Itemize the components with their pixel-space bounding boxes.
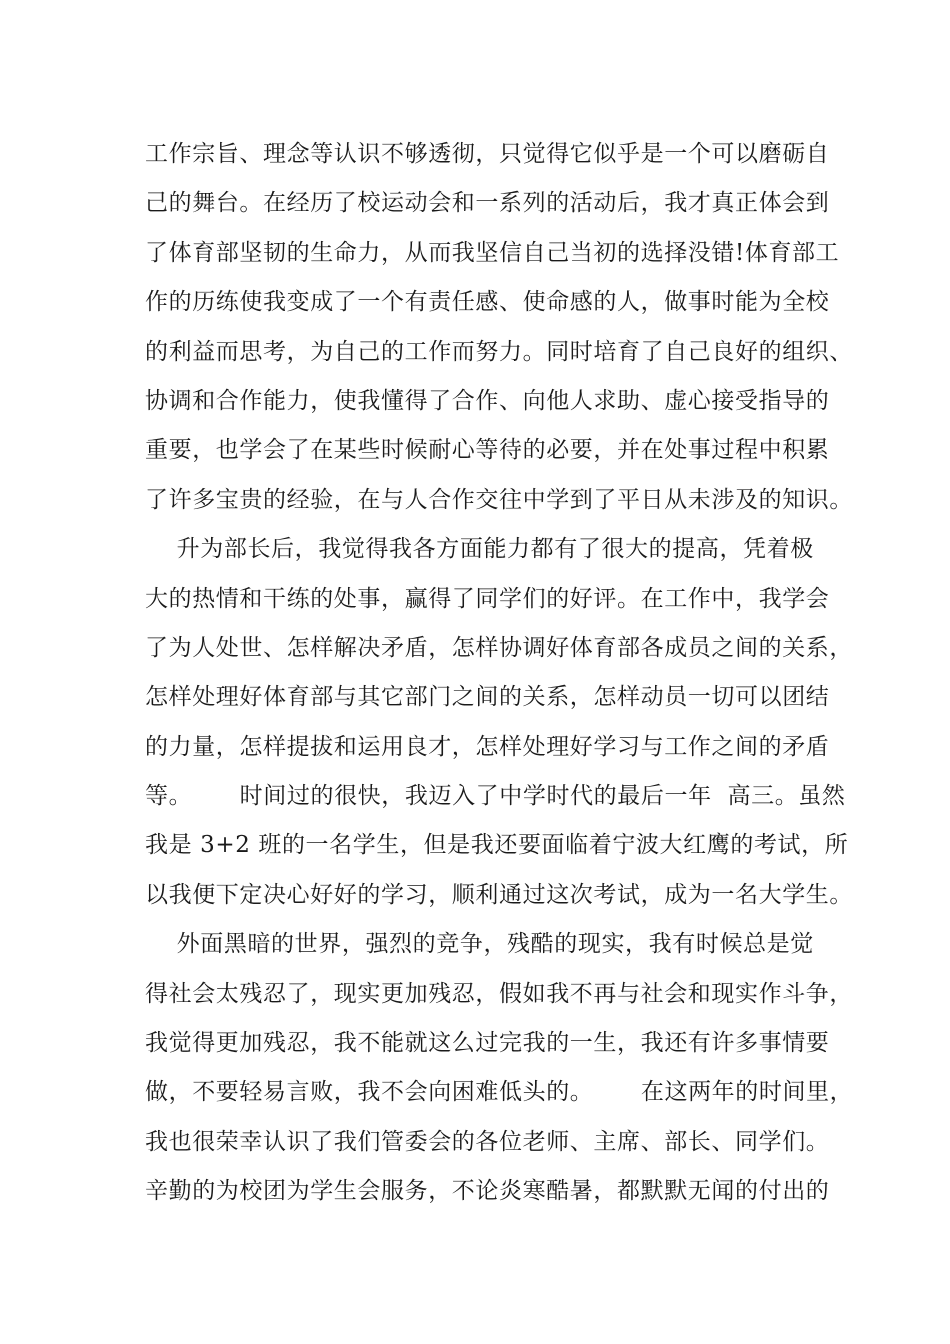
text-line: 重要，也学会了在某些时候耐心等待的必要，并在处事过程中积累 bbox=[145, 437, 830, 464]
text-line: 的力量，怎样提拔和运用良才，怎样处理好学习与工作之间的矛盾 bbox=[145, 733, 830, 760]
text-line: 作的历练使我变成了一个有责任感、使命感的人，做事时能为全校 bbox=[145, 289, 830, 316]
text-line: 升为部长后，我觉得我各方面能力都有了很大的提高，凭着极 bbox=[145, 536, 814, 563]
body-text bbox=[145, 130, 854, 1217]
text-line: 的利益而思考，为自己的工作而努力。同时培育了自己良好的组织、 bbox=[145, 338, 853, 365]
text-line: 了许多宝贵的经验，在与人合作交往中学到了平日从未涉及的知识。 bbox=[145, 486, 853, 513]
text-line: 怎样处理好体育部与其它部门之间的关系，怎样动员一切可以团结 bbox=[145, 684, 830, 711]
text-line: 以我便下定决心好好的学习，顺利通过这次考试，成为一名大学生。 bbox=[145, 881, 853, 908]
text-line: 己的舞台。在经历了校运动会和一系列的活动后，我才真正体会到 bbox=[145, 190, 830, 217]
text-line: 我是 3+2 班的一名学生，但是我还要面临着宁波大红鹰的考试，所 bbox=[145, 832, 849, 859]
text-line: 得社会太残忍了，现实更加残忍，假如我不再与社会和现实作斗争， bbox=[145, 980, 853, 1007]
text-line: 我觉得更加残忍，我不能就这么过完我的一生，我还有许多事情要 bbox=[145, 1030, 830, 1057]
text-line: 辛勤的为校团为学生会服务，不论炎寒酷暑，都默默无闻的付出的 bbox=[145, 1178, 830, 1205]
text-line: 做，不要轻易言败，我不会向困难低头的。 在这两年的时间里， bbox=[145, 1079, 854, 1106]
text-line: 了体育部坚韧的生命力，从而我坚信自己当初的选择没错!体育部工 bbox=[145, 239, 840, 266]
text-line: 协调和合作能力，使我懂得了合作、向他人求助、虚心接受指导的 bbox=[145, 387, 830, 414]
text-line: 外面黑暗的世界，强烈的竞争，残酷的现实，我有时候总是觉 bbox=[145, 931, 814, 958]
text-line: 我也很荣幸认识了我们管委会的各位老师、主席、部长、同学们。 bbox=[145, 1128, 830, 1155]
text-line: 等。 时间过的很快，我迈入了中学时代的最后一年 高三。虽然 bbox=[145, 783, 846, 810]
text-line: 工作宗旨、理念等认识不够透彻，只觉得它似乎是一个可以磨砺自 bbox=[145, 141, 830, 167]
text-line: 了为人处世、怎样解决矛盾，怎样协调好体育部各成员之间的关系， bbox=[145, 634, 853, 661]
text-line: 大的热情和干练的处事，赢得了同学们的好评。在工作中，我学会 bbox=[145, 585, 830, 612]
